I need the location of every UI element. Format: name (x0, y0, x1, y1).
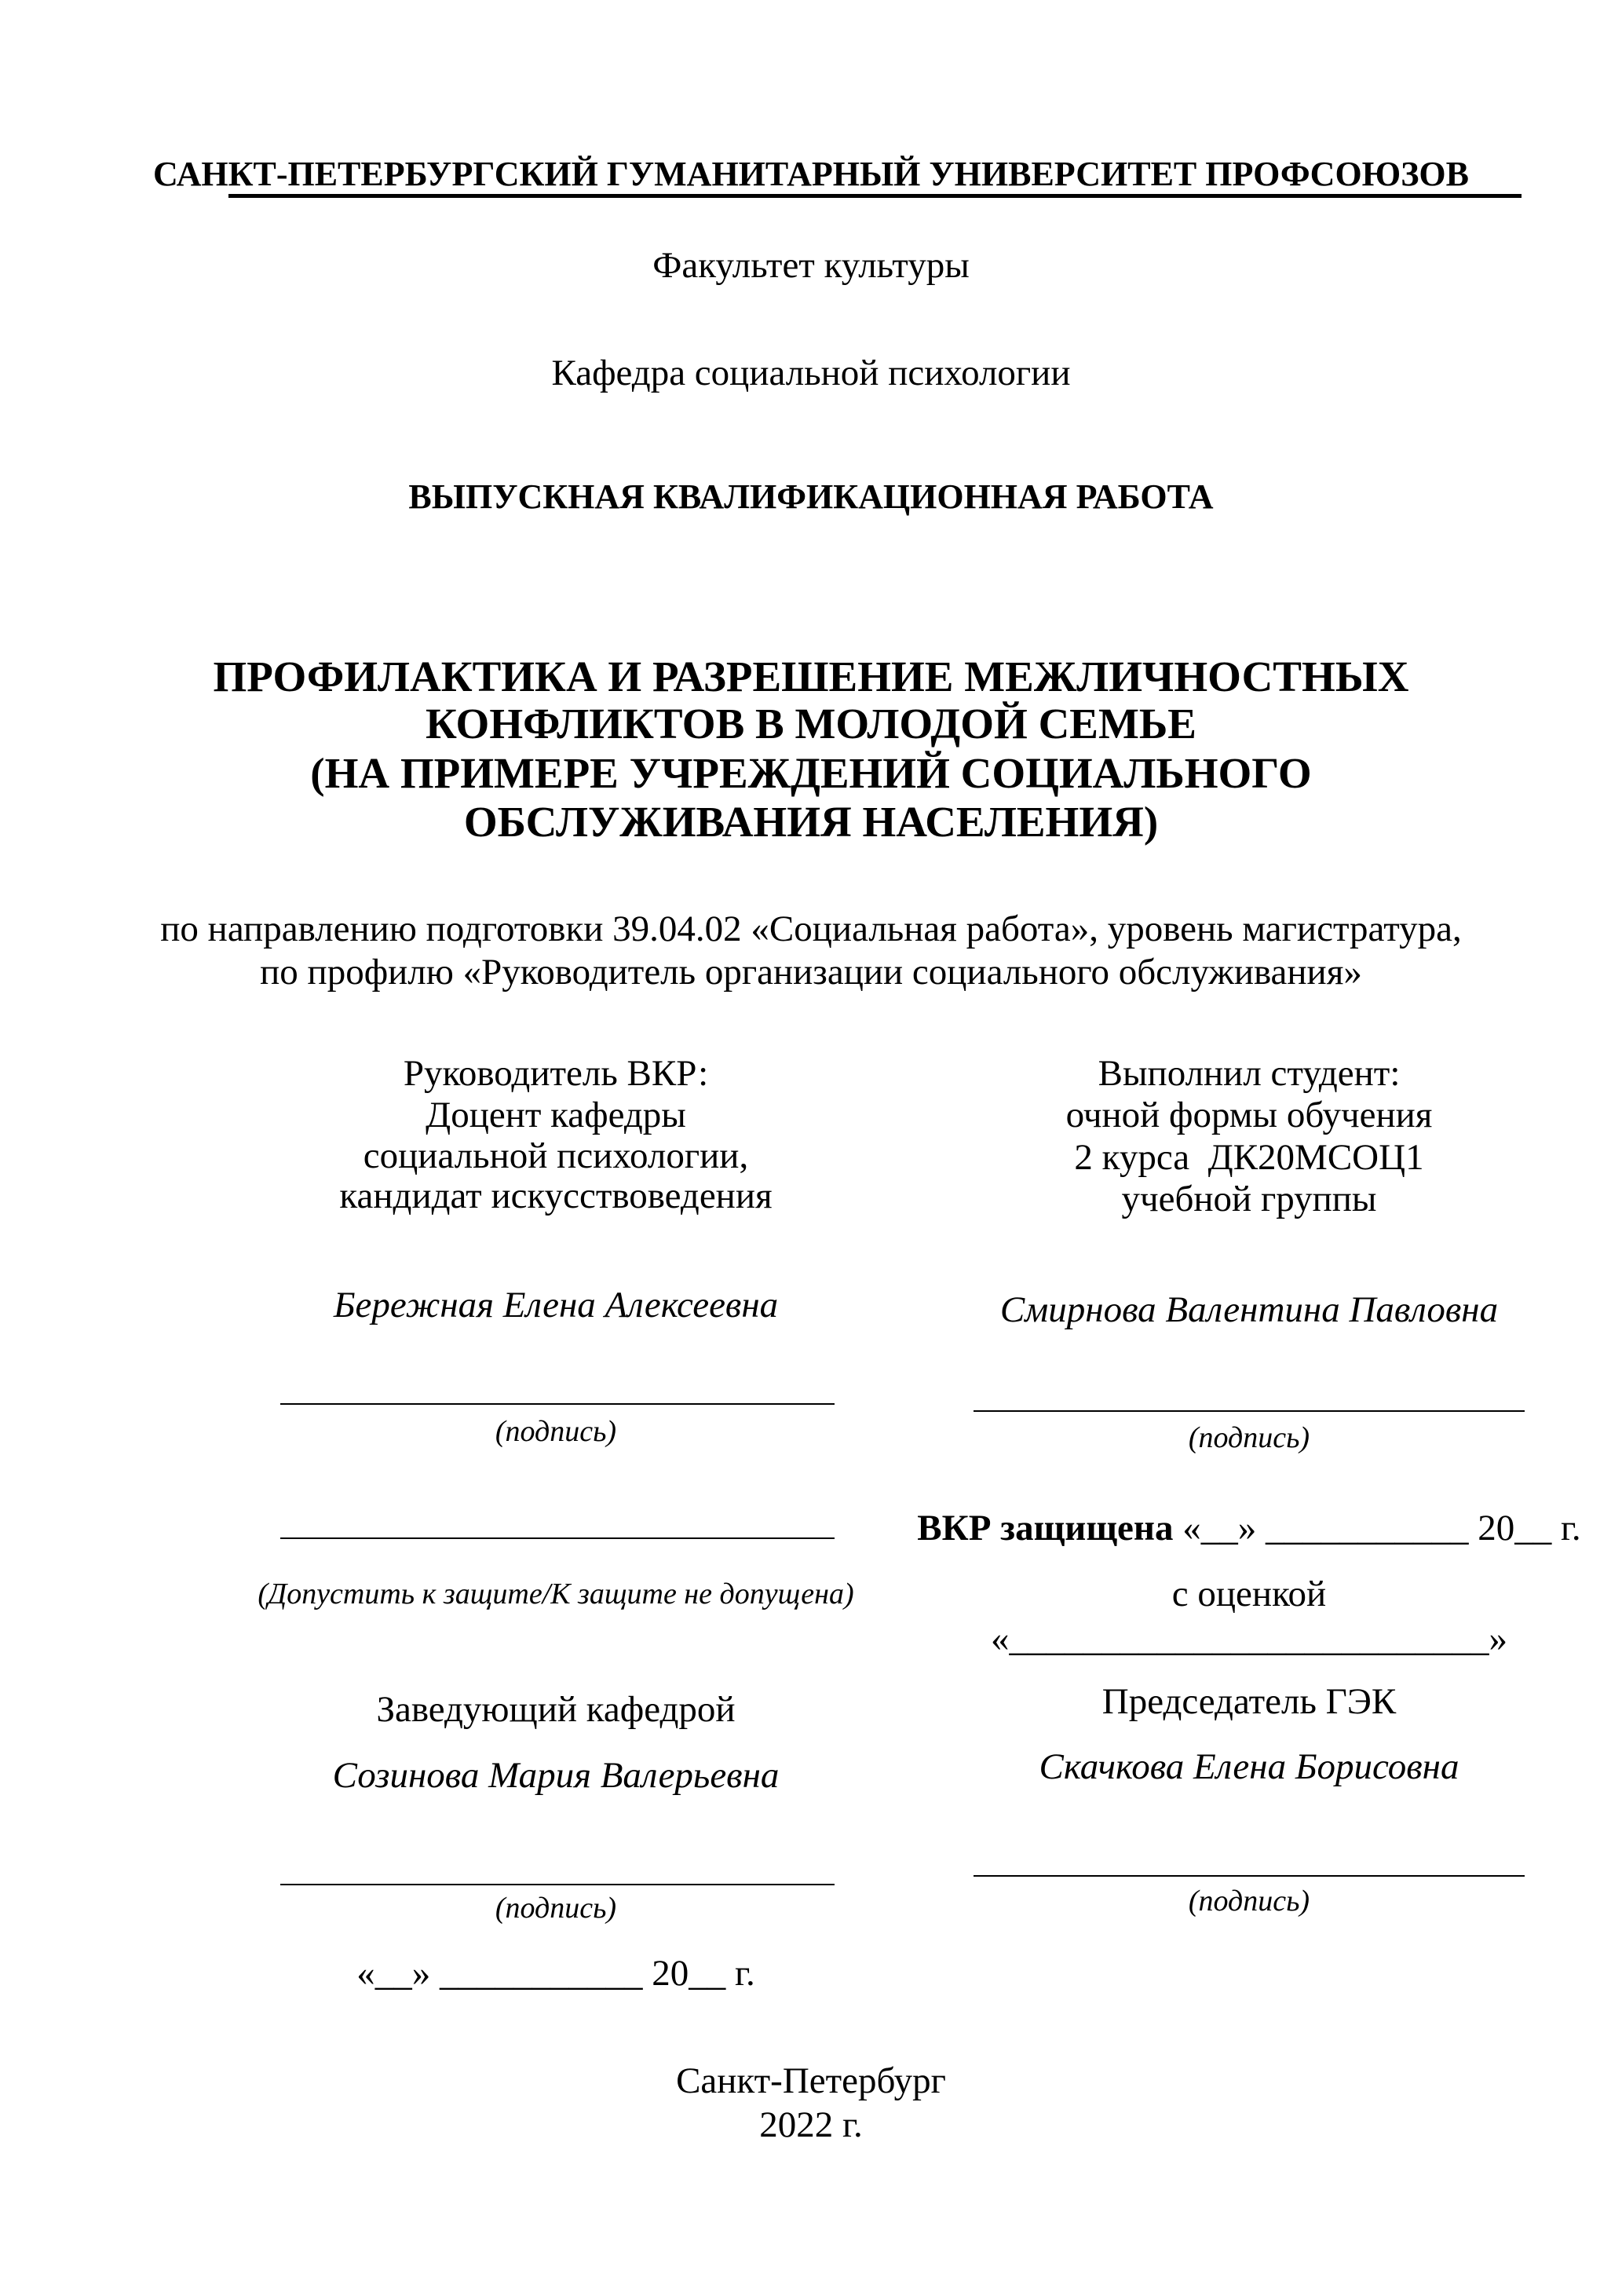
chair-name: Скачкова Елена Борисовна (1039, 1746, 1459, 1787)
title-line: ПРОФИЛАКТИКА И РАЗРЕШЕНИЕ МЕЖЛИЧНОСТНЫХ (213, 653, 1409, 700)
chair-signature-label: (подпись) (1188, 1885, 1310, 1918)
work-type: ВЫПУСКНАЯ КВАЛИФИКАЦИОННАЯ РАБОТА (408, 477, 1214, 516)
student-signature-label: (подпись) (1188, 1421, 1310, 1454)
supervisor-signature-label: (подпись) (495, 1415, 617, 1448)
faculty: Факультет культуры (652, 245, 970, 286)
header-rule (228, 194, 1522, 198)
title-line: КОНФЛИКТОВ В МОЛОДОЙ СЕМЬЕ (426, 700, 1196, 748)
direction-line: по направлению подготовки 39.04.02 «Социальная работа», уровень магистратура, (160, 909, 1462, 949)
direction-line: по профилю «Руководитель организации социального обслуживания» (260, 952, 1362, 993)
student-line: Выполнил студент: (1098, 1053, 1401, 1094)
student-signature-line (974, 1410, 1525, 1412)
supervisor-name: Бережная Елена Алексеевна (333, 1285, 779, 1325)
year: 2022 г. (759, 2104, 863, 2145)
student-name: Смирнова Валентина Павловна (999, 1289, 1499, 1330)
defense-date-blank: «__» ___________ 20__ г. (1173, 1508, 1581, 1548)
supervisor-line: Доцент кафедры (426, 1095, 686, 1135)
student-line: 2 курса ДК20МСОЦ1 (1074, 1137, 1424, 1178)
grade-blank: «__________________________» (991, 1618, 1507, 1659)
admission-label: (Допустить к защите/К защите не допущена) (258, 1578, 854, 1610)
head-name: Созинова Мария Валерьевна (332, 1755, 780, 1796)
supervisor-line: Руководитель ВКР: (403, 1053, 709, 1094)
chair-title: Председатель ГЭК (1101, 1681, 1397, 1722)
university-name: САНКТ-ПЕТЕРБУРГСКИЙ ГУМАНИТАРНЫЙ УНИВЕРСИТЕТ ПРОФСОЮЗОВ (152, 155, 1470, 193)
grade-label: с оценкой (1171, 1574, 1327, 1614)
head-signature-line (280, 1884, 835, 1885)
student-line: учебной группы (1121, 1179, 1377, 1219)
student-line: очной формы обучения (1065, 1095, 1433, 1135)
city: Санкт-Петербург (676, 2060, 946, 2101)
supervisor-line: социальной психологии, (363, 1135, 749, 1176)
title-line: ОБСЛУЖИВАНИЯ НАСЕЛЕНИЯ) (463, 798, 1159, 846)
defense-date (896, 1508, 1602, 1548)
defense-label: ВКР защищена (917, 1508, 1174, 1548)
supervisor-line: кандидат искусствоведения (339, 1175, 773, 1216)
head-signature-label: (подпись) (495, 1892, 617, 1925)
admission-line (280, 1537, 835, 1539)
title-line: (НА ПРИМЕРЕ УЧРЕЖДЕНИЙ СОЦИАЛЬНОГО (310, 749, 1312, 797)
head-title: Заведующий кафедрой (376, 1689, 736, 1730)
supervisor-signature-line (280, 1403, 835, 1405)
chair-signature-line (974, 1875, 1525, 1877)
department: Кафедра социальной психологии (551, 353, 1071, 393)
head-date: «__» ___________ 20__ г. (356, 1953, 755, 1994)
